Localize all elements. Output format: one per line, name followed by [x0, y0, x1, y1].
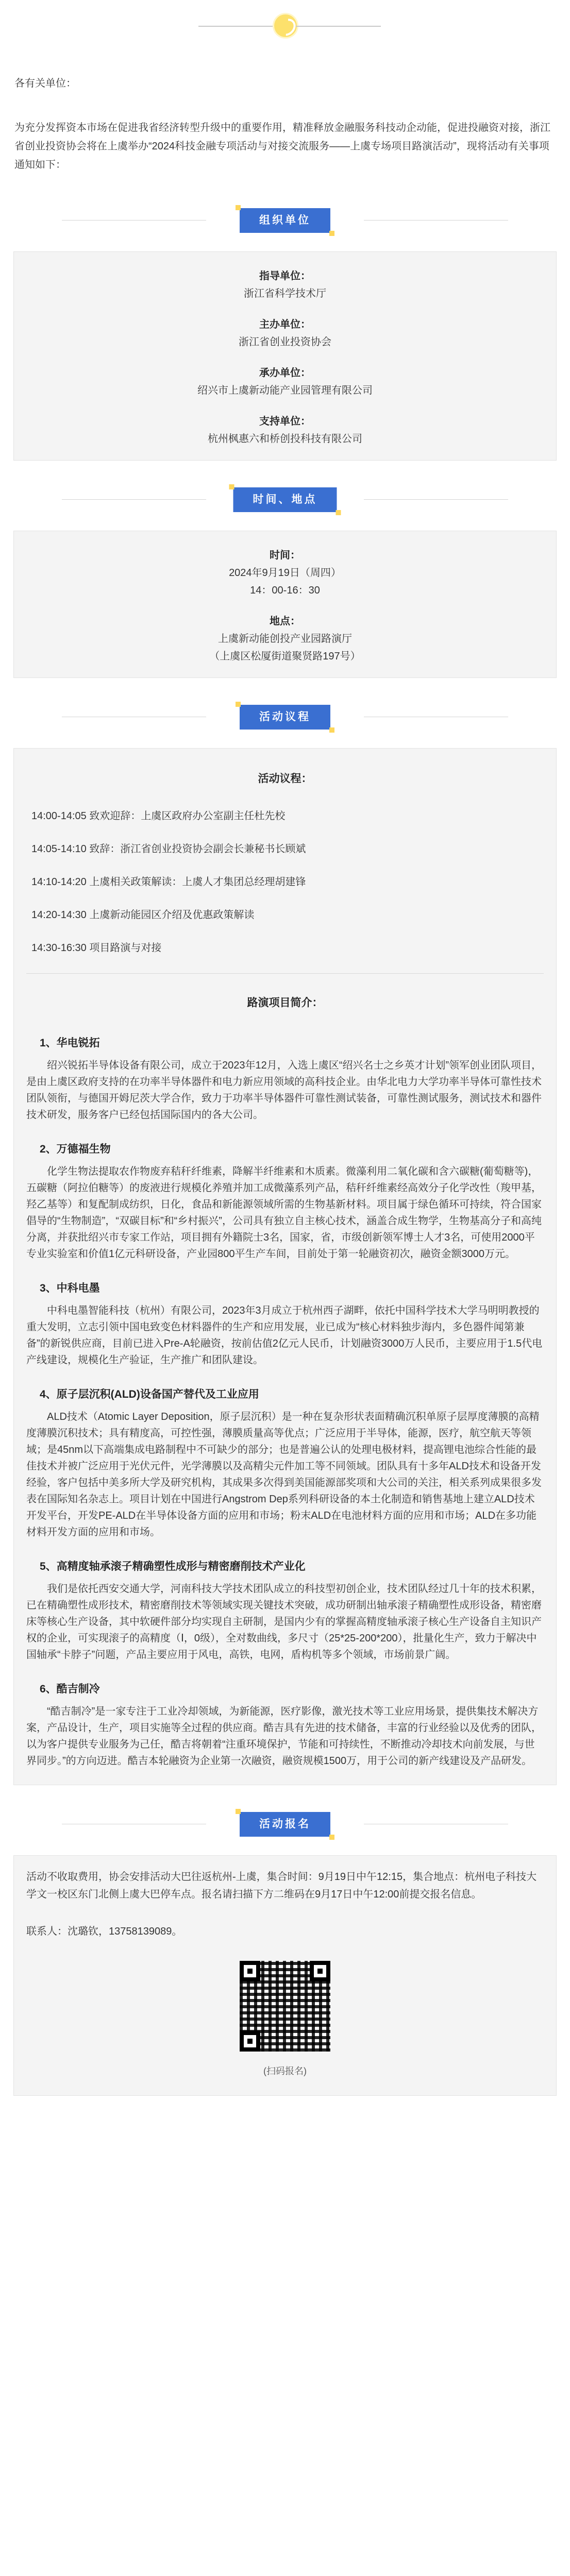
event-venue: 上虞新动能创投产业园路演厅	[218, 633, 352, 645]
event-date: 2024年9月19日（周四）	[229, 567, 341, 579]
event-address: （上虞区松厦街道聚贤路197号）	[209, 651, 361, 662]
agenda-item: 14:10-14:20 上虞相关政策解读：上虞人才集团总经理胡建锋	[31, 876, 306, 888]
bottom-spacer	[0, 2096, 570, 2127]
projects-title: 路演项目简介：	[247, 997, 323, 1009]
org-guide-value: 浙江省科学技术厅	[244, 288, 326, 299]
project-name: 5、高精度轴承滚子精确塑性成形与精密磨削技术产业化	[40, 1561, 306, 1572]
section-title: 活动报名	[240, 1812, 330, 1837]
top-ornament	[0, 0, 570, 33]
qr-finder	[240, 1961, 260, 1981]
time-label: 时间：	[270, 550, 300, 561]
org-guide	[24, 267, 546, 302]
event-hours: 14：00-16：30	[250, 585, 320, 596]
org-organizer-label: 承办单位：	[259, 367, 311, 379]
project-description: ALD技术（Atomic Layer Deposition，原子层沉积）是一种在复杂形状表面精确沉积单原子层厚度薄膜的高精度薄膜沉积技术；具有精度高，可控性强，薄膜质量高等优点；广泛应用于半导体，能源，医疗，航空航天等领域；是45nm以下高端集成电路制程中不可缺少的部分；也是普遍公认的处理电极材料，提高锂电池综合性能的最佳技术并被广泛应用于光伏元件，光学薄膜以及高精尖元件加工等不同领域。团队具有十多年ALD技术和设备开发经验，客户包括中美多所大学及研究机构，其成果多次得到美国能源部奖项和大公司的关注，相关系列成果很多发表在国际知名杂志上。项目计划在中国进行Angstrom Dep系列科研设备的本土化制造和销售基地上建立ALD技术开发平台，开发PE-ALD在半导体设备方面的应用和市场；粉末ALD在电池材料方面的应用和市场；ALD在多功能材料开发方面的应用和市场。	[26, 1411, 542, 1538]
org-box	[13, 251, 557, 461]
agenda-box	[13, 748, 557, 1785]
section-header-register	[0, 1809, 570, 1840]
project-description: 绍兴锐拓半导体设备有限公司，成立于2023年12月，入选上虞区“绍兴名士之乡英才计划”领军创业团队项目，是由上虞区政府支持的在功率半导体器件和电力新应用领域的高科技企业。由华北电力大学功率半导体可靠性技术团队领衔，与德国开姆尼茨大学合作，致力于功率半导体器件可靠性测试装备，可靠性测试服务，测试技术和器件技术研发，服务客户已经包括国际国内的各大公司。	[26, 1060, 542, 1121]
section-rule	[62, 220, 206, 221]
project-description: “酷吉制冷”是一家专注于工业冷却领域，为新能源，医疗影像，激光技术等工业应用场景，提供集技术解决方案，产品设计，生产，项目实施等全过程的供应商。酷吉具有先进的技术储备，丰富的行业经验以及优秀的团队，以为客户提供专业服务为己任，酷吉将朝着“注重环境保护，节能和可持续性，不断推动冷却技术向前发展，与世界同步。”的方向迈进。酷吉本轮融资为企业第一次融资，融资规模1500万，用于公司的新产线建设及产品研发。	[26, 1706, 542, 1767]
project-description: 化学生物法提取农作物废弃秸秆纤维素，降解半纤维素和木质素。微藻利用二氧化碳和含六碳糖(葡萄糖等)，五碳糖（阿拉伯糖等）的废液进行规模化养殖并加工成微藻系列产品，秸秆纤维素经高效分子化学改性（羧甲基，羟乙基等）和复配制成纺织，日化，食品和新能源领域所需的生物基新材料。项目属于绿色循环可持续，符合国家倡导的“生物制造”，“双碳目标”和“乡村振兴”，公司具有独立自主核心技术，涵盖合成生物学，生物基高分子和高纯分离，并获批绍兴市专家工作站，项目拥有外籍院士3名，国家，省，市级创新领军博士人才3名，可使用2000平专业实验室和价值1亿元科研设备，产业园800平生产车间，目前处于第一轮融资初次，融资金额3000万元。	[26, 1166, 542, 1260]
section-header-org	[0, 205, 570, 236]
contact-info: 联系人：沈璐钦，13758139089。	[26, 1926, 182, 1937]
agenda-title: 活动议程：	[258, 773, 312, 785]
org-organizer-value: 绍兴市上虞新动能产业园管理有限公司	[197, 385, 373, 396]
project-name: 1、华电锐拓	[40, 1037, 100, 1049]
org-host-value: 浙江省创业投资协会	[239, 336, 331, 348]
org-support-value: 杭州枫惠六和桥创投科技有限公司	[208, 433, 362, 445]
project-list	[26, 1035, 544, 1769]
section-rule	[364, 499, 508, 500]
org-host	[24, 316, 546, 351]
section-rule	[62, 499, 206, 500]
project-name: 3、中科电墨	[40, 1282, 100, 1294]
qr-code-icon[interactable]	[240, 1961, 330, 2052]
register-box	[13, 1855, 557, 2096]
qr-caption: (扫码报名)	[263, 2066, 307, 2076]
agenda-item: 14:20-14:30 上虞新动能园区介绍及优惠政策解读	[31, 909, 255, 921]
agenda-item: 14:05-14:10 致辞：浙江省创业投资协会副会长兼秘书长顾斌	[31, 843, 306, 855]
section-title: 组织单位	[240, 208, 330, 233]
project-description: 中科电墨智能科技（杭州）有限公司，2023年3月成立于杭州西子湖畔，依托中国科学技术大学马明明教授的重大发明，立志引领中国电致变色材料器件的生产和应用发展，业已成为“核心材料独步海内，多色器件闻第兼备”的新锐供应商，目前已进入Pre-A轮融资，按前估值2亿元人民币，计划融资3000万人民币，主要应用于1.5代电产线建设，规模化生产验证，生产推广和团队建设。	[26, 1305, 543, 1366]
org-organizer	[24, 364, 546, 399]
section-title: 时间、地点	[233, 487, 337, 512]
agenda-item: 14:00-14:05 致欢迎辞：上虞区政府办公室副主任杜先校	[31, 810, 286, 822]
org-support	[24, 413, 546, 448]
ornament-line-right	[296, 26, 381, 27]
intro	[0, 33, 570, 174]
org-guide-label: 指导单位：	[259, 270, 311, 282]
moon-icon	[274, 14, 297, 37]
qr-wrap	[26, 1961, 544, 2080]
section-header-agenda	[0, 702, 570, 733]
project-name: 2、万德福生物	[40, 1143, 111, 1155]
section-rule	[364, 220, 508, 221]
timeplace-box	[13, 531, 557, 678]
time-group	[24, 547, 546, 599]
project-name: 4、原子层沉积(ALD)设备国产替代及工业应用	[40, 1388, 259, 1400]
ornament-line-left	[198, 26, 283, 27]
section-header-time	[0, 484, 570, 515]
org-host-label: 主办单位：	[259, 319, 311, 330]
qr-finder	[240, 2031, 260, 2052]
qr-finder	[310, 1961, 330, 1981]
project-description: 我们是依托西安交通大学，河南科技大学技术团队成立的科技型初创企业，技术团队经过几十年的技术积累，已在精确塑性成形技术，精密磨削技术等领域实现关键技术突破，成功研制出轴承滚子精确塑性成形设备，精密磨床等核心生产设备，其中软硬件部分均实现自主研制，是国内少有的掌握高精度轴承滚子核心生产设备自主知识产权的企业，可实现滚子的高精度（Ⅰ，0级），全对数曲线，多尺寸（25*25-200*200），批量化生产，致力于解决中国轴承“卡脖子”问题，产品主要应用于风电，高铁，电网，盾构机等多个领域，市场前景广阔。	[26, 1583, 542, 1660]
greeting: 各有关单位：	[14, 78, 76, 89]
divider	[26, 973, 544, 974]
project-name: 6、酷吉制冷	[40, 1683, 100, 1695]
org-support-label: 支持单位：	[259, 416, 311, 427]
agenda-item: 14:30-16:30 项目路演与对接	[31, 942, 162, 954]
section-title: 活动议程	[240, 705, 330, 730]
intro-paragraph: 为充分发挥资本市场在促进我省经济转型升级中的重要作用，精准释放金融服务科技动企动能，促进投融资对接，浙江省创业投资协会将在上虞举办“2024科技金融专项活动与对接交流服务——上虞专场项目路演活动”，现将活动有关事项通知如下：	[14, 122, 550, 171]
place-group	[24, 613, 546, 665]
place-label: 地点：	[270, 616, 300, 627]
register-text: 活动不收取费用，协会安排活动大巴往返杭州-上虞，集合时间：9月19日中午12:15，集合地点：杭州电子科技大学文一校区东门北侧上虞大巴停车点。报名请扫描下方二维码在9月17日中午12:00前提交报名信息。	[26, 1871, 537, 1900]
